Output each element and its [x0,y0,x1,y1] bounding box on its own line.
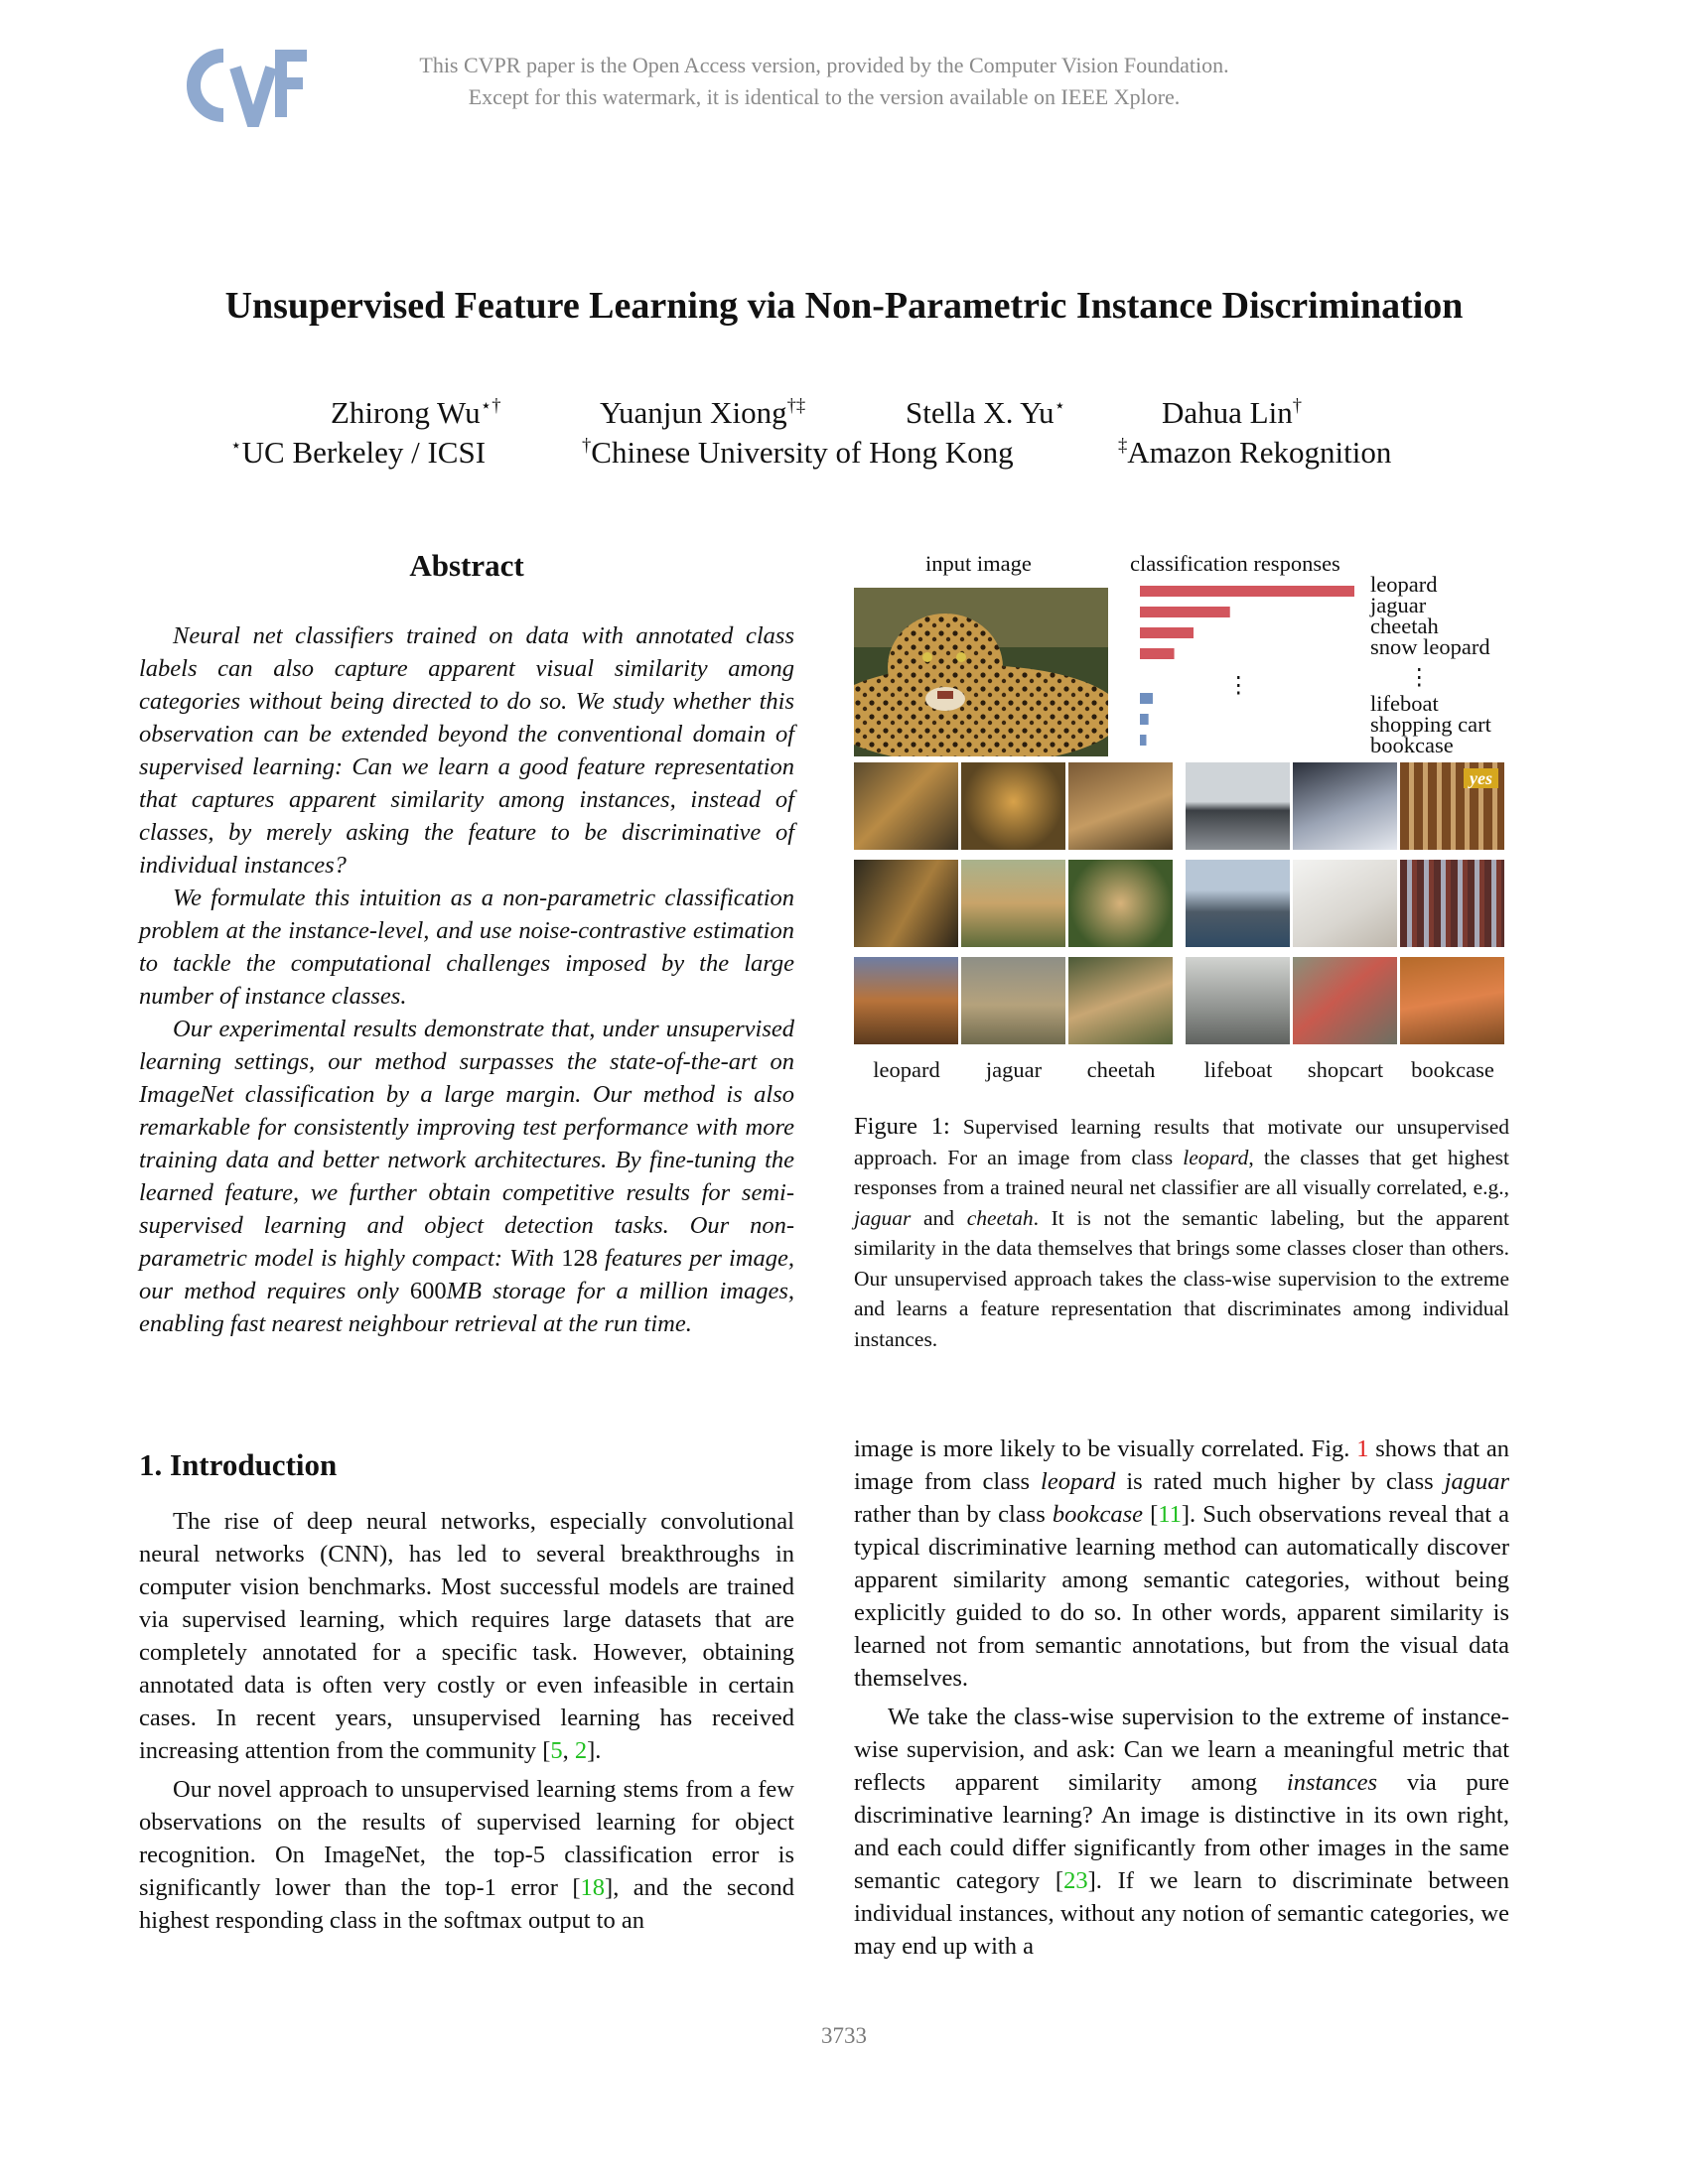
text-run: Our experimental results demonstrate that, under unsupervised learning settings, our method surpasses the state-of-the-art on ImageNet classification by a large margin. Our method is also remarkable for consistently improving test performance with more training data and better network architectures. By fine-tuning the learned feature, we further obtain competitive results for semi-supervised learning and object detection tasks. Our non-parametric model is highly compact: With [139,1016,794,1272]
author-2 [600,394,805,432]
citation-link[interactable]: 2 [574,1737,588,1764]
intro-paragraph-3 [854,1433,1509,1695]
author-4 [1162,394,1302,432]
intro-paragraph-4 [854,1701,1509,1963]
text-run: is rated much higher by class [1115,1468,1445,1495]
class-label-leopard: leopard [1370,572,1438,597]
text-run: ]. [587,1737,602,1764]
thumb-jaguar-3 [961,957,1065,1044]
thumb-cheetah-2 [1068,860,1173,947]
abstract-paragraph-3 [139,1013,794,1340]
class-label-lifeboat: lifeboat [1370,691,1439,716]
affiliation-mark: ⋆ [230,435,242,457]
text-run: ], and the second highest responding class in the softmax output to an [139,1874,794,1934]
abstract-heading: Abstract [409,548,524,583]
watermark-notice [328,50,1321,113]
thumb-bookcase-3 [1400,957,1504,1044]
watermark-line-2: Except for this watermark, it is identical to the version available on IEEE Xplore. [468,84,1181,109]
affiliation-name: UC Berkeley / ICSI [241,435,487,470]
thumb-jaguar-2 [961,860,1065,947]
column-label-bookcase: bookcase [1411,1057,1494,1082]
affiliation-name: Amazon Rekognition [1127,435,1392,470]
affiliation-3 [1118,434,1391,472]
paper-title: Unsupervised Feature Learning via Non-Parametric Instance Discrimination [224,285,1464,327]
thumb-cheetah-1 [1068,762,1173,850]
text-run: and [911,1205,967,1230]
em-bookcase: bookcase [1052,1501,1144,1528]
author-1 [331,394,501,432]
author-marks: ⋆† [480,395,501,417]
abstract-paragraph-2: We formulate this intuition as a non-parametric classification problem at the instance-level, and use noise-contrastive estimation to tackle the computational challenges imposed by the large number of instance classes. [139,885,794,1010]
text-run: ]. If we learn to discriminate between individual instances, without any notion of semantic categories, we may end up with a [854,1867,1509,1960]
text-run: [ [1143,1501,1159,1528]
author-marks: ⋆ [1054,395,1066,417]
thumb-lifeboat-3 [1186,957,1290,1044]
citation-link[interactable]: 18 [580,1874,606,1901]
text-run: . It is not the semantic labeling, but the apparent similarity in the data themselves that brings some classes closer than others. Our unsupervised approach takes the class-wise supervision to the extreme and learns a feature representation that discriminates among individual instances. [854,1205,1509,1351]
affiliation-1 [230,434,486,472]
caption-label: Figure 1: [854,1113,950,1140]
response-bar-shopping-cart [1140,714,1149,725]
author-3 [906,394,1065,432]
class-label-jaguar: jaguar [1370,593,1427,617]
em-instances: instances [1286,1769,1378,1796]
thumb-leopard-3 [854,957,958,1044]
text-run: , [562,1737,575,1764]
text-run: , the classes that get highest responses from a trained neural net classifier are all visually correlated, e.g., [854,1145,1509,1199]
label-input-image: input image [925,551,1032,576]
column-label-lifeboat: lifeboat [1203,1057,1273,1082]
text-run: Our novel approach to unsupervised learning stems from a few observations on the results of supervised learning for object recognition. On ImageNet, the top-5 classification error is significantly lower than the top-1 error [ [139,1776,794,1901]
author-name: Yuanjun Xiong [600,395,787,430]
thumb-jaguar-1 [961,762,1065,850]
citation-link[interactable]: 23 [1063,1867,1088,1894]
yes-sign: yes [1464,768,1498,788]
introduction-left-column [139,1505,794,1937]
figure-1 [852,548,1511,1084]
caption-em-cheetah: cheetah [966,1205,1034,1230]
text-run: The rise of deep neural networks, especially convolutional neural networks (CNN), has led to several breakthroughs in computer vision benchmarks. Most successful models are trained via supervised learning, which requires large datasets that are completely annotated for a specific task. However, obtaining annotated data is often very costly or even infeasible in certain cases. In recent years, unsupervised learning has received increasing attention from the community [ [139,1508,794,1764]
affiliation-2 [582,434,1014,472]
citation-link[interactable]: 5 [550,1737,563,1764]
cvf-logo [184,48,308,127]
thumb-bookcase-2 [1400,860,1504,947]
vdots-left: ⋮ [1227,672,1250,697]
text-run: ]. Such observations reveal that a typical discriminative learning method can automatically discover apparent similarity among semantic categories, without being explicitly guided to do so. In other words, apparent similarity is learned not from semantic annotations, but from the visual data themselves. [854,1501,1509,1692]
text-run: via pure discriminative learning? An image is distinctive in its own right, and each could differ significantly from other images in the same semantic category [ [854,1769,1509,1894]
author-name: Dahua Lin [1162,395,1293,430]
response-bar-jaguar [1140,607,1230,617]
watermark-line-1: This CVPR paper is the Open Access version, provided by the Computer Vision Foundation. [419,53,1229,77]
author-marks: †‡ [786,395,806,417]
response-bar-snow-leopard [1140,648,1175,659]
abstract-paragraph-1: Neural net classifiers trained on data with annotated class labels can also capture apparent visual similarity among categories without being directed to do so. We study whether this observation can be extended beyond the conventional domain of supervised learning: Can we learn a good feature representation that captures apparent similarity among instances, instead of classes, by merely asking the feature to be discriminative of individual instances? [139,622,794,879]
caption-em-leopard: leopard [1183,1145,1249,1169]
text-run: Supervised learning results that motivate our unsupervised approach. For an image from class [854,1115,1509,1169]
thumb-shopcart-2 [1293,860,1397,947]
text-run: rather than by class [854,1501,1053,1528]
class-label-bookcase: bookcase [1370,733,1454,757]
response-bar-lifeboat [1140,693,1153,704]
intro-paragraph-2 [139,1773,794,1937]
text-run: We take the class-wise supervision to the extreme of instance-wise supervision, and ask: Can we learn a meaningful metric that reflects apparent similarity among [854,1704,1509,1796]
response-bar-cheetah [1140,627,1194,638]
intro-paragraph-1 [139,1505,794,1767]
class-label-shopping-cart: shopping cart [1370,712,1491,737]
column-label-cheetah: cheetah [1086,1057,1156,1082]
text-run: shows that an image from class [854,1435,1509,1495]
figure-1-caption [854,1112,1509,1354]
text-run: MB storage for a million images, enabling fast nearest neighbour retrieval at the run time. [139,1278,795,1337]
introduction-heading: 1. Introduction [139,1447,338,1482]
author-marks: † [1292,395,1303,417]
column-label-leopard: leopard [873,1057,940,1082]
affiliation-mark: † [582,435,592,457]
class-label-cheetah: cheetah [1370,614,1439,638]
figure-reference-link[interactable]: 1 [1356,1435,1369,1462]
thumb-lifeboat-1 [1186,762,1290,850]
thumb-shopcart-3 [1293,957,1397,1044]
thumb-lifeboat-2 [1186,860,1290,947]
author-name: Stella X. Yu [906,395,1055,430]
thumb-bookcase-1 [1400,762,1504,850]
response-bar-leopard [1140,586,1354,597]
number-600: 600 [409,1278,447,1304]
number-128: 128 [561,1245,598,1272]
citation-link[interactable]: 11 [1158,1501,1182,1528]
thumb-leopard-1 [854,762,958,850]
text-run: image is more likely to be visually correlated. Fig. [854,1435,1357,1462]
affiliation-name: Chinese University of Hong Kong [591,435,1014,470]
column-label-jaguar: jaguar [985,1057,1043,1082]
page-number: 3733 [821,2023,867,2048]
response-bar-bookcase [1140,735,1146,746]
class-label-snow-leopard: snow leopard [1370,634,1490,659]
introduction-right-column [854,1433,1509,1963]
thumb-shopcart-1 [1293,762,1397,850]
caption-em-jaguar: jaguar [854,1205,912,1230]
text-run: features per image, our method requires only [139,1245,795,1304]
label-classification-responses: classification responses [1130,551,1340,576]
input-image-leopard [854,588,1108,756]
abstract-body [139,619,794,1340]
vdots-right: ⋮ [1408,664,1431,689]
em-leopard: leopard [1041,1468,1116,1495]
classification-responses-chart [1140,584,1408,762]
em-jaguar: jaguar [1444,1468,1509,1495]
column-label-shopcart: shopcart [1307,1057,1384,1082]
thumb-cheetah-3 [1068,957,1173,1044]
thumb-leopard-2 [854,860,958,947]
author-name: Zhirong Wu [331,395,481,430]
affiliation-mark: ‡ [1118,435,1128,457]
